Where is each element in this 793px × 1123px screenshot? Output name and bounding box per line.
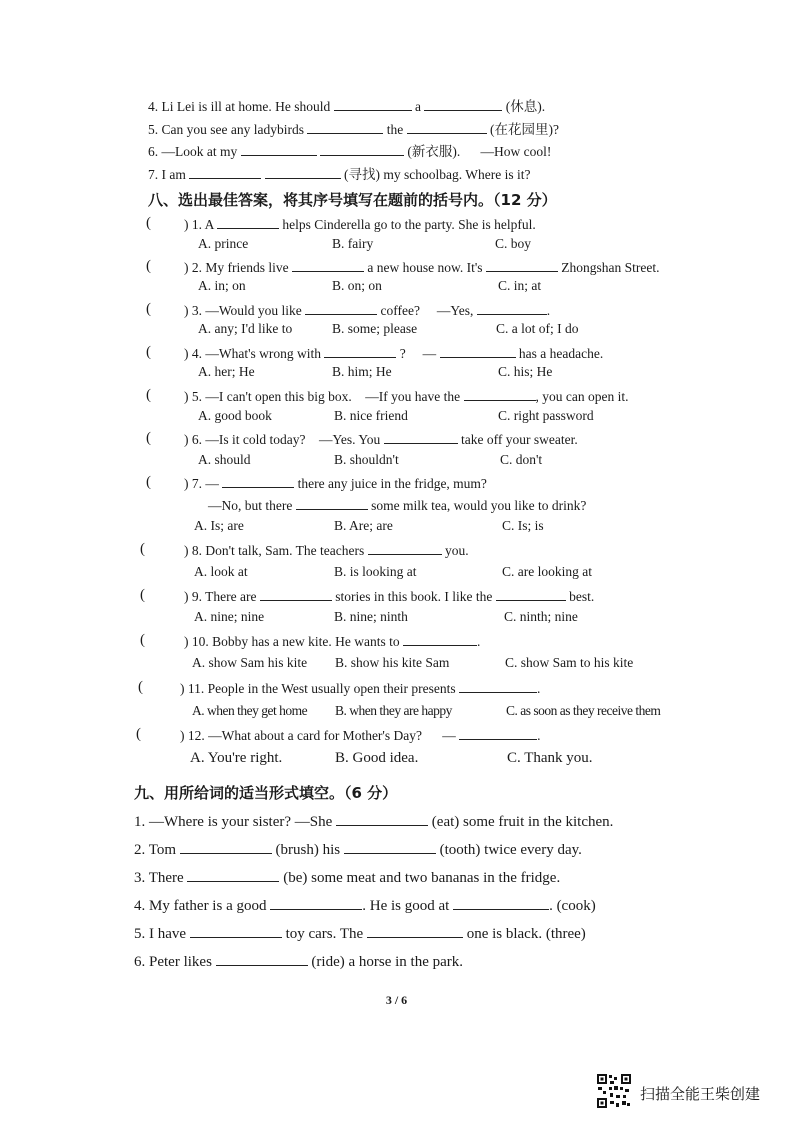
question-5: ) 5. —I can't open this big box. —If you have the , you can open it. [184, 389, 629, 404]
q10-option-b: B. show his kite Sam [335, 655, 450, 670]
question-3: ) 3. —Would you like coffee? —Yes, . [184, 303, 551, 318]
q5-option-c: C. right password [498, 408, 594, 423]
page-number: 3 / 6 [385, 993, 408, 1007]
question-4: ) 4. —What's wrong with ? — has a headache. [184, 346, 604, 361]
q3-option-c: C. a lot of; I do [496, 321, 579, 336]
q6-option-a: A. should [198, 452, 251, 467]
section-9-title: 九、用所给词的适当形式填空。（6 分） [134, 784, 398, 802]
question-7: ) 7. — there any juice in the fridge, mum? [184, 476, 487, 491]
section-9-item-6: 6. Peter likes (ride) a horse in the park. [134, 954, 464, 970]
q12-option-c: C. Thank you. [507, 750, 593, 766]
q11-option-b: B. when they are happy [335, 703, 452, 718]
question-2: ) 2. My friends live a new house now. It's Zhongshan Street. [184, 260, 660, 275]
q9-option-b: B. nine; ninth [334, 609, 408, 624]
answer-paren[interactable]: ( [146, 301, 151, 317]
q1-option-a: A. prince [198, 236, 249, 251]
section-9-item-1: 1. —Where is your sister? —She (eat) some fruit in the kitchen. [134, 814, 614, 830]
answer-paren[interactable]: ( [146, 430, 151, 446]
q4-option-b: B. him; He [332, 364, 392, 379]
answer-paren[interactable]: ( [136, 726, 141, 742]
q4-option-a: A. her; He [198, 364, 255, 379]
section-9-item-3: 3. There (be) some meat and two bananas in the fridge. [134, 870, 561, 886]
question-12: ) 12. —What about a card for Mother's Day? — . [180, 728, 541, 743]
q4-option-c: C. his; He [498, 364, 553, 379]
fill-in-item-4: 4. Li Lei is ill at home. He should a (休息). [148, 99, 546, 114]
question-7-line-2: —No, but there some milk tea, would you like to drink? [208, 498, 587, 513]
answer-paren[interactable]: ( [140, 587, 145, 603]
answer-paren[interactable]: ( [138, 679, 143, 695]
q7-option-b: B. Are; are [334, 518, 393, 533]
q2-option-c: C. in; at [498, 278, 542, 293]
q5-option-a: A. good book [198, 408, 272, 423]
answer-paren[interactable]: ( [146, 258, 151, 274]
fill-in-item-5: 5. Can you see any ladybirds the (在花园里)? [148, 122, 559, 137]
q1-option-b: B. fairy [332, 236, 374, 251]
answer-paren[interactable]: ( [146, 215, 151, 231]
question-11: ) 11. People in the West usually open their presents . [180, 681, 541, 696]
q6-option-b: B. shouldn't [334, 452, 399, 467]
q3-option-a: A. any; I'd like to [198, 321, 293, 336]
q8-option-b: B. is looking at [334, 564, 417, 579]
q9-option-c: C. ninth; nine [504, 609, 578, 624]
q7-option-c: C. Is; is [502, 518, 544, 533]
section-8-title: 八、选出最佳答案，将其序号填写在题前的括号内。（12 分） [148, 191, 557, 209]
question-1: ) 1. A helps Cinderella go to the party. She is helpful. [184, 217, 536, 232]
section-9-item-4: 4. My father is a good . He is good at . (cook) [134, 898, 596, 914]
q9-option-a: A. nine; nine [194, 609, 265, 624]
section-9-item-5: 5. I have toy cars. The one is black. (three) [134, 926, 586, 942]
q11-option-c: C. as soon as they receive them [506, 703, 661, 718]
answer-paren[interactable]: ( [140, 541, 145, 557]
question-10: ) 10. Bobby has a new kite. He wants to . [184, 634, 481, 649]
q5-option-b: B. nice friend [334, 408, 408, 423]
answer-paren[interactable]: ( [146, 387, 151, 403]
question-9: ) 9. There are stories in this book. I like the best. [184, 589, 595, 604]
question-6: ) 6. —Is it cold today? —Yes. You take off your sweater. [184, 432, 578, 447]
q10-option-a: A. show Sam his kite [192, 655, 308, 670]
fill-in-item-6: 6. —Look at my (新衣服). —How cool! [148, 144, 552, 159]
q12-option-a: A. You're right. [190, 750, 283, 766]
q8-option-a: A. look at [194, 564, 248, 579]
q7-option-a: A. Is; are [194, 518, 244, 533]
q11-option-a: A. when they get home [192, 703, 308, 718]
q2-option-a: A. in; on [198, 278, 246, 293]
q8-option-c: C. are looking at [502, 564, 592, 579]
answer-paren[interactable]: ( [146, 474, 151, 490]
q6-option-c: C. don't [500, 452, 543, 467]
q2-option-b: B. on; on [332, 278, 382, 293]
watermark-text: 扫描全能王柴创建 [640, 1085, 761, 1103]
section-9-item-2: 2. Tom (brush) his (tooth) twice every day. [134, 842, 582, 858]
answer-paren[interactable]: ( [146, 344, 151, 360]
q12-option-b: B. Good idea. [335, 750, 419, 766]
answer-paren[interactable]: ( [140, 632, 145, 648]
qr-code-icon [596, 1073, 632, 1109]
fill-in-item-7: 7. I am (寻找) my schoolbag. Where is it? [148, 167, 531, 182]
q10-option-c: C. show Sam to his kite [505, 655, 634, 670]
q3-option-b: B. some; please [332, 321, 418, 336]
question-8: ) 8. Don't talk, Sam. The teachers you. [184, 543, 469, 558]
q1-option-c: C. boy [495, 236, 532, 251]
